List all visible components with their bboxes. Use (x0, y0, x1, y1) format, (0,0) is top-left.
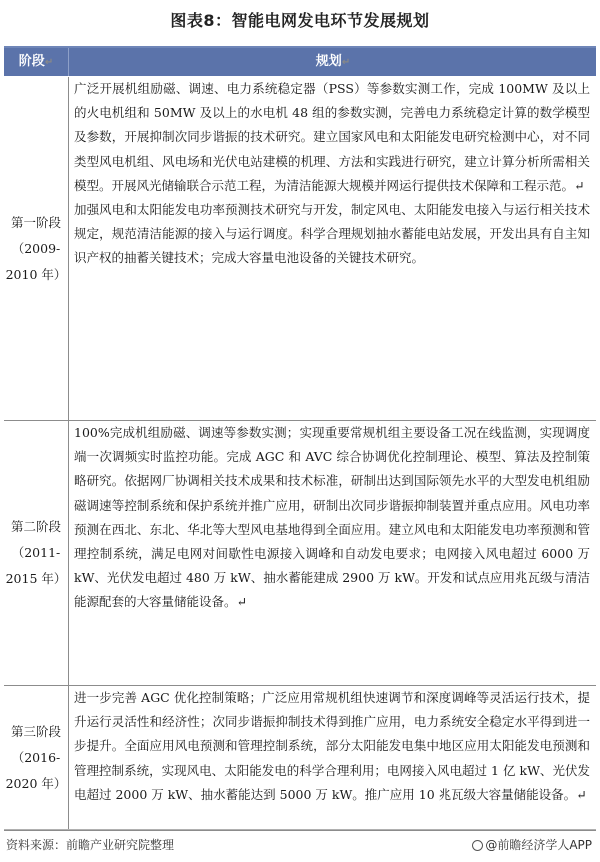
plan-cell (74, 77, 590, 271)
brand-logo-icon (472, 840, 483, 851)
footer-divider (4, 829, 596, 830)
stage-cell (4, 686, 69, 830)
brand-label: @前瞻经济学人APP (485, 838, 592, 852)
return-mark-icon: ↵ (44, 57, 54, 68)
figure-title: 图表8：智能电网发电环节发展规划 (170, 11, 430, 30)
table-row (4, 77, 596, 421)
plan-paragraph: 广泛开展机组励磁、调速、电力系统稳定器（PSS）等参数实测工作，完成 100MW 及以上的火电机组和 50MW 及以上的水电机 48 组的参数实测，完善电力系统稳定计算的数学模型及参数，开展抑制次同步谐振的技术研究。建立国家风电和太阳能发电研究检测中心，对不同类型风电机组、风电场和光伏电站建模的机理、方法和实践进行研究，建立计算分析所需相关模型。开展风光储输联合示范工程，为清洁能源大规模并网运行提供技术保障和工程示范。↵ (74, 81, 590, 193)
plan-cell (74, 686, 590, 807)
table-header (4, 48, 596, 76)
stage-name: 第二阶段 (10, 519, 61, 534)
stage-name: 第一阶段 (10, 214, 61, 230)
stage-cell (4, 77, 69, 420)
stage-period: （2016-2020 年） (5, 750, 67, 791)
table-row (4, 421, 596, 686)
stage-period: （2009-2010 年） (5, 240, 67, 282)
table-row (4, 686, 596, 831)
stage-period: （2011-2015 年） (5, 545, 67, 586)
header-stage: 阶段↵ (4, 48, 69, 76)
stage-name: 第三阶段 (10, 724, 61, 739)
plan-table (4, 46, 596, 830)
plan-paragraph: 加强风电和太阳能发电功率预测技术研究与开发，制定风电、太阳能发电接入与运行相关技术规定，规范清洁能源的接入与运行调度。科学合理规划抽水蓄能电站发展，开发出具有自主知识产权的抽蓄关键技术；完成大容量电池设备的关键技术研究。 (74, 202, 590, 266)
brand-credit (472, 836, 592, 853)
plan-cell (74, 421, 590, 615)
stage-cell (4, 421, 69, 685)
return-mark-icon: ↵ (341, 57, 351, 68)
plan-paragraph: 进一步完善 AGC 优化控制策略；广泛应用常规机组快速调节和深度调峰等灵活运行技术，提升运行灵活性和经济性；次同步谐振抑制技术得到推广应用，电力系统安全稳定水平得到进一步提升。全面应用风电预测和管理控制系统，部分太阳能发电集中地区应用太阳能发电预测和管理控制系统，实现风电、太阳能发电的科学合理利用；电网接入风电超过 1 亿 kW、光伏发电超过 2000 万 kW、抽水蓄能达到 5000 万 kW。推广应用 10 兆瓦级大容量储能设备。↵ (74, 690, 590, 802)
plan-paragraph: 100%完成机组励磁、调速等参数实测；实现重要常规机组主要设备工况在线监测，实现调度端一次调频实时监控功能。完成 AGC 和 AVC 综合协调优化控制理论、模型、算法及控制策略研究。依据网厂协调相关技术成果和技术标准，研制出达到国际领先水平的大型发电机组励磁调速等控制系统和保护系统并推广应用，研制出次同步谐振抑制装置并重点应用。风电功率预测在西北、东北、华北等大型风电基地得到全面应用。建立风电和太阳能发电功率预测和管理控制系统，满足电网对间歇性电源接入调峰和自动发电要求；电网接入风电超过 6000 万 kW、光伏发电超过 480 万 kW、抽水蓄能建成 2900 万 kW。开发和试点应用兆瓦级与清洁能源配套的大容量储能设备。↵ (74, 425, 590, 610)
header-plan: 规划↵ (315, 54, 351, 69)
source-note: 资料来源：前瞻产业研究院整理 (6, 838, 175, 852)
